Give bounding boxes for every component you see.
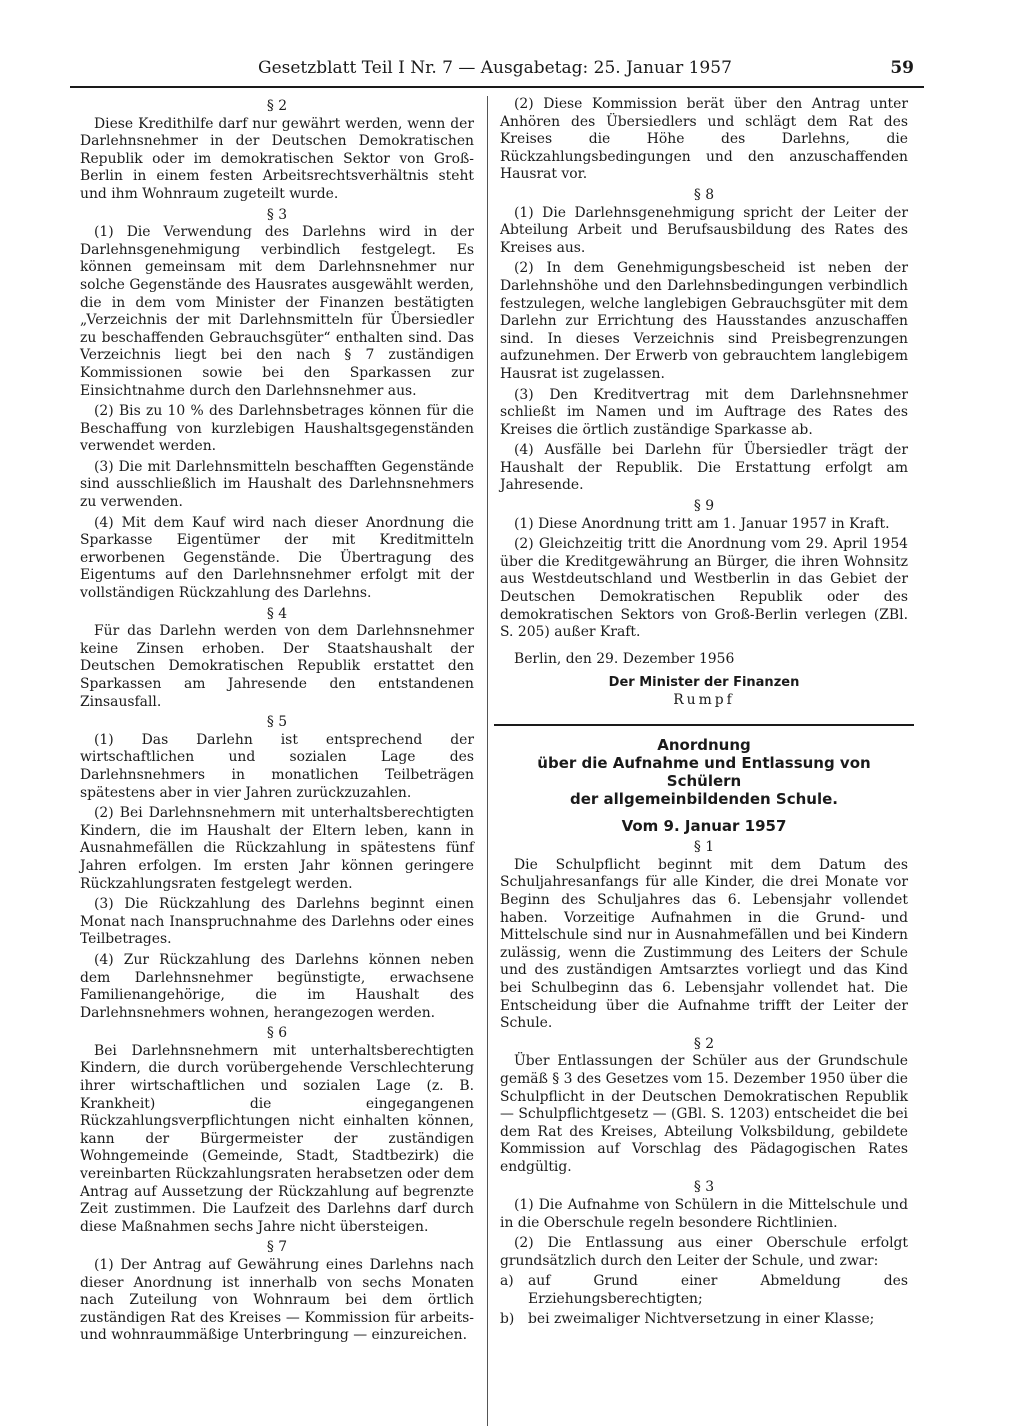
- section-heading: § 2: [693, 1035, 715, 1052]
- signer-name: Rumpf: [673, 692, 735, 708]
- paragraph: (2) Die Entlassung aus einer Oberschule erfolgt grundsätzlich durch den Leiter der Schule, und zwar:: [500, 1235, 908, 1269]
- paragraph: (1) Die Verwendung des Darlehns wird in der Darlehnsgenehmigung verbindlich festgelegt. Es können gemeinsam mit dem Darlehnsnehmer nur solche Gegenstände des Hausrates ausgewählt werden, die in dem vom Minister der Finanzen bestätigten „Verzeichnis der mit Darlehnsmitteln für Übersiedler zu beschaffenden Gebrauchsgüter“ enthalten sind. Das Verzeichnis liegt bei den nach § 7 zuständigen Kommissionen sowie bei den Sparkassen zur Einsichtnahme durch den Darlehnsnehmer aus.: [80, 224, 474, 399]
- ordinance-title: [500, 736, 908, 808]
- paragraph: (2) Diese Kommission berät über den Antrag unter Anhören des Übersiedlers und schlägt dem Rat des Kreises die Höhe des Darlehns, die Rückzahlungsbedingungen und den anzuschaffenden Hausrat vor.: [500, 96, 908, 183]
- list-item: [500, 1311, 908, 1329]
- page-number: 59: [890, 58, 914, 78]
- ordinance-title-line-3: der allgemeinbildenden Schule.: [570, 789, 838, 808]
- paragraph: (2) In dem Genehmigungsbescheid ist neben der Darlehnshöhe und den Darlehnsbedingungen verbindlich festzulegen, welche langlebigen Gebrauchsgüter mit dem Darlehn zur Errichtung des Hausstandes anzuschaffen sind. In dieses Verzeichnis sind Preisbegrenzungen aufzunehmen. Der Erwerb von gebrauchtem langlebigem Hausrat ist zugelassen.: [500, 260, 908, 382]
- ordinance-title-line-1: Anordnung: [657, 735, 751, 754]
- left-column: [80, 96, 474, 1348]
- list-label: b): [500, 1310, 515, 1327]
- paragraph: (1) Die Aufnahme von Schülern in die Mittelschule und in die Oberschule regeln besondere Richtlinien.: [500, 1197, 908, 1231]
- section-divider: [494, 724, 914, 726]
- list-label: a): [500, 1273, 514, 1290]
- ordinance-title-line-2: über die Aufnahme und Entlassung von Schülern: [537, 753, 871, 790]
- paragraph: (3) Die mit Darlehnsmitteln beschafften Gegenstände sind ausschließlich im Haushalt des Darlehnsnehmers zu verwenden.: [80, 458, 474, 511]
- paragraph: (3) Die Rückzahlung des Darlehns beginnt einen Monat nach Inanspruchnahme des Darlehns oder eines Teilbetrages.: [80, 896, 474, 948]
- section-heading: § 4: [266, 605, 288, 622]
- paragraph: (1) Das Darlehn ist entsprechend der wirtschaftlichen und sozialen Lage des Darlehnsnehmers in monatlichen Teilbeträgen spätestens aber in vier Jahren zurückzuzahlen.: [80, 731, 474, 801]
- paragraph: (3) Den Kreditvertrag mit dem Darlehnsnehmer schließt im Namen und im Auftrage des Rates des Kreises die örtlich zuständige Sparkasse ab.: [500, 386, 908, 438]
- header-rule: [70, 86, 924, 88]
- section-heading: § 1: [693, 839, 715, 856]
- minister-title: Der Minister der Finanzen: [608, 675, 800, 691]
- paragraph: (1) Die Darlehnsgenehmigung spricht der Leiter der Abteilung Arbeit und Berufsausbildung des Rates des Kreises aus.: [500, 204, 908, 256]
- section-heading: § 5: [266, 714, 288, 731]
- ordinance-date: Vom 9. Januar 1957: [621, 816, 787, 835]
- paragraph: Über Entlassungen der Schüler aus der Grundschule gemäß § 3 des Gesetzes vom 15. Dezember 1950 über die Schulpflicht in der Deutschen Demokratischen Republik — Schulpflichtgesetz — (GBl. S. 1203) entscheidet die bei dem Rat des Kreises, Abteilung Volksbildung, gebildete Kommission auf Vorschlag des Pädagogischen Rates endgültig.: [500, 1053, 908, 1175]
- paragraph: Diese Kredithilfe darf nur gewährt werden, wenn der Darlehnsnehmer in der Deutschen Demokratischen Republik oder im demokratischen Sektor von Groß-Berlin in einem festen Arbeitsrechtsverhältnis steht und ihm Wohnraum zugeteilt wurde.: [80, 115, 474, 202]
- page-header: [70, 58, 924, 78]
- paragraph: Die Schulpflicht beginnt mit dem Datum des Schuljahresanfangs für alle Kinder, die drei Monate vor Beginn des Schuljahres das 6. Lebensjahr vollendet haben. Vorzeitige Aufnahmen in die Grund- und Mittelschule sind nur in Ausnahmefällen und bei Kindern zulässig, wenn die Zustimmung des Leiters der Schule und des zuständigen Amtsarztes vorliegt und das Kind bei Schulbeginn das 6. Lebensjahr vollendet hat. Die Entscheidung über die Aufnahme trifft der Leiter der Schule.: [500, 856, 908, 1032]
- paragraph: (2) Bei Darlehnsnehmern mit unterhaltsberechtigten Kindern, die im Haushalt der Eltern leben, kann in Ausnahmefällen die Rückzahlung in spätestens fünf Jahren erfolgen. Im ersten Jahr können geringere Rückzahlungsraten festgelegt werden.: [80, 805, 474, 892]
- section-heading: § 2: [266, 98, 288, 114]
- paragraph: (4) Zur Rückzahlung des Darlehns können neben dem Darlehnsnehmer begünstigte, erwachsene Familienangehörige, die im Haushalt des Darlehnsnehmers wohnen, herangezogen werden.: [80, 951, 474, 1021]
- column-divider: [487, 96, 488, 1426]
- section-heading: § 3: [693, 1179, 715, 1196]
- section-heading: § 8: [693, 186, 715, 203]
- paragraph: (1) Der Antrag auf Gewährung eines Darlehns nach dieser Anordnung ist innerhalb von sechs Monaten nach Zuteilung von Wohnraum bei dem örtlich zuständigen Rat des Kreises — Kommission für arbeits- und wohnraummäßige Unterbringung — einzureichen.: [80, 1257, 474, 1344]
- section-heading: § 7: [266, 1239, 288, 1256]
- paragraph: (2) Gleichzeitig tritt die Anordnung vom 29. April 1954 über die Kreditgewährung an Bürger, die ihren Wohnsitz aus Westdeutschland und Westberlin in das Gebiet der Deutschen Demokratischen Republik oder des demokratischen Sektors von Groß-Berlin verlegen (ZBl. S. 205) außer Kraft.: [500, 536, 908, 641]
- section-heading: § 6: [266, 1025, 288, 1042]
- publication-title: Gesetzblatt Teil I Nr. 7 — Ausgabetag: 25. Januar 1957: [258, 58, 732, 78]
- paragraph: (4) Ausfälle bei Darlehn für Übersiedler trägt der Haushalt der Republik. Die Erstattung erfolgt am Jahresende.: [500, 442, 908, 494]
- section-heading: § 9: [693, 498, 715, 515]
- list-text: bei zweimaliger Nichtversetzung in einer Klasse;: [528, 1310, 875, 1327]
- paragraph: Bei Darlehnsnehmern mit unterhaltsberechtigten Kindern, die durch vorübergehende Verschlechterung ihrer wirtschaftlichen und sozialen Lage (z. B. Krankheit) die eingegangenen Rückzahlungsverpflichtungen nicht einhalten können, kann der Bürgermeister der zuständigen Wohngemeinde (Gemeinde, Stadt, Stadtbezirk) die vereinbarten Rückzahlungsraten herabsetzen oder dem Antrag auf Aussetzung der Rückzahlung auf begrenzte Zeit zustimmen. Die Laufzeit des Darlehns darf durch diese Maßnahmen sechs Jahre nicht übersteigen.: [80, 1042, 474, 1235]
- paragraph: (4) Mit dem Kauf wird nach dieser Anordnung die Sparkasse Eigentümer der mit Kreditmitteln erworbenen Gegenstände. Die Übertragung des Eigentums auf den Darlehnsnehmer erfolgt mit der vollständigen Rückzahlung des Darlehns.: [80, 514, 474, 602]
- section-heading: § 3: [266, 206, 288, 223]
- list-text: auf Grund einer Abmeldung des Erziehungsberechtigten;: [528, 1273, 908, 1308]
- place-date: Berlin, den 29. Dezember 1956: [514, 650, 735, 667]
- paragraph: (2) Bis zu 10 % des Darlehnsbetrages können für die Beschaffung von kurzlebigen Haushaltsgegenständen verwendet werden.: [80, 403, 474, 455]
- right-column: [500, 96, 908, 1330]
- paragraph: (1) Diese Anordnung tritt am 1. Januar 1957 in Kraft.: [514, 515, 890, 532]
- paragraph: Für das Darlehn werden von dem Darlehnsnehmer keine Zinsen erhoben. Der Staatshaushalt der Deutschen Demokratischen Republik erstattet den Sparkassen am Jahresende den entstandenen Zinsausfall.: [80, 623, 474, 710]
- list-item: [500, 1273, 908, 1308]
